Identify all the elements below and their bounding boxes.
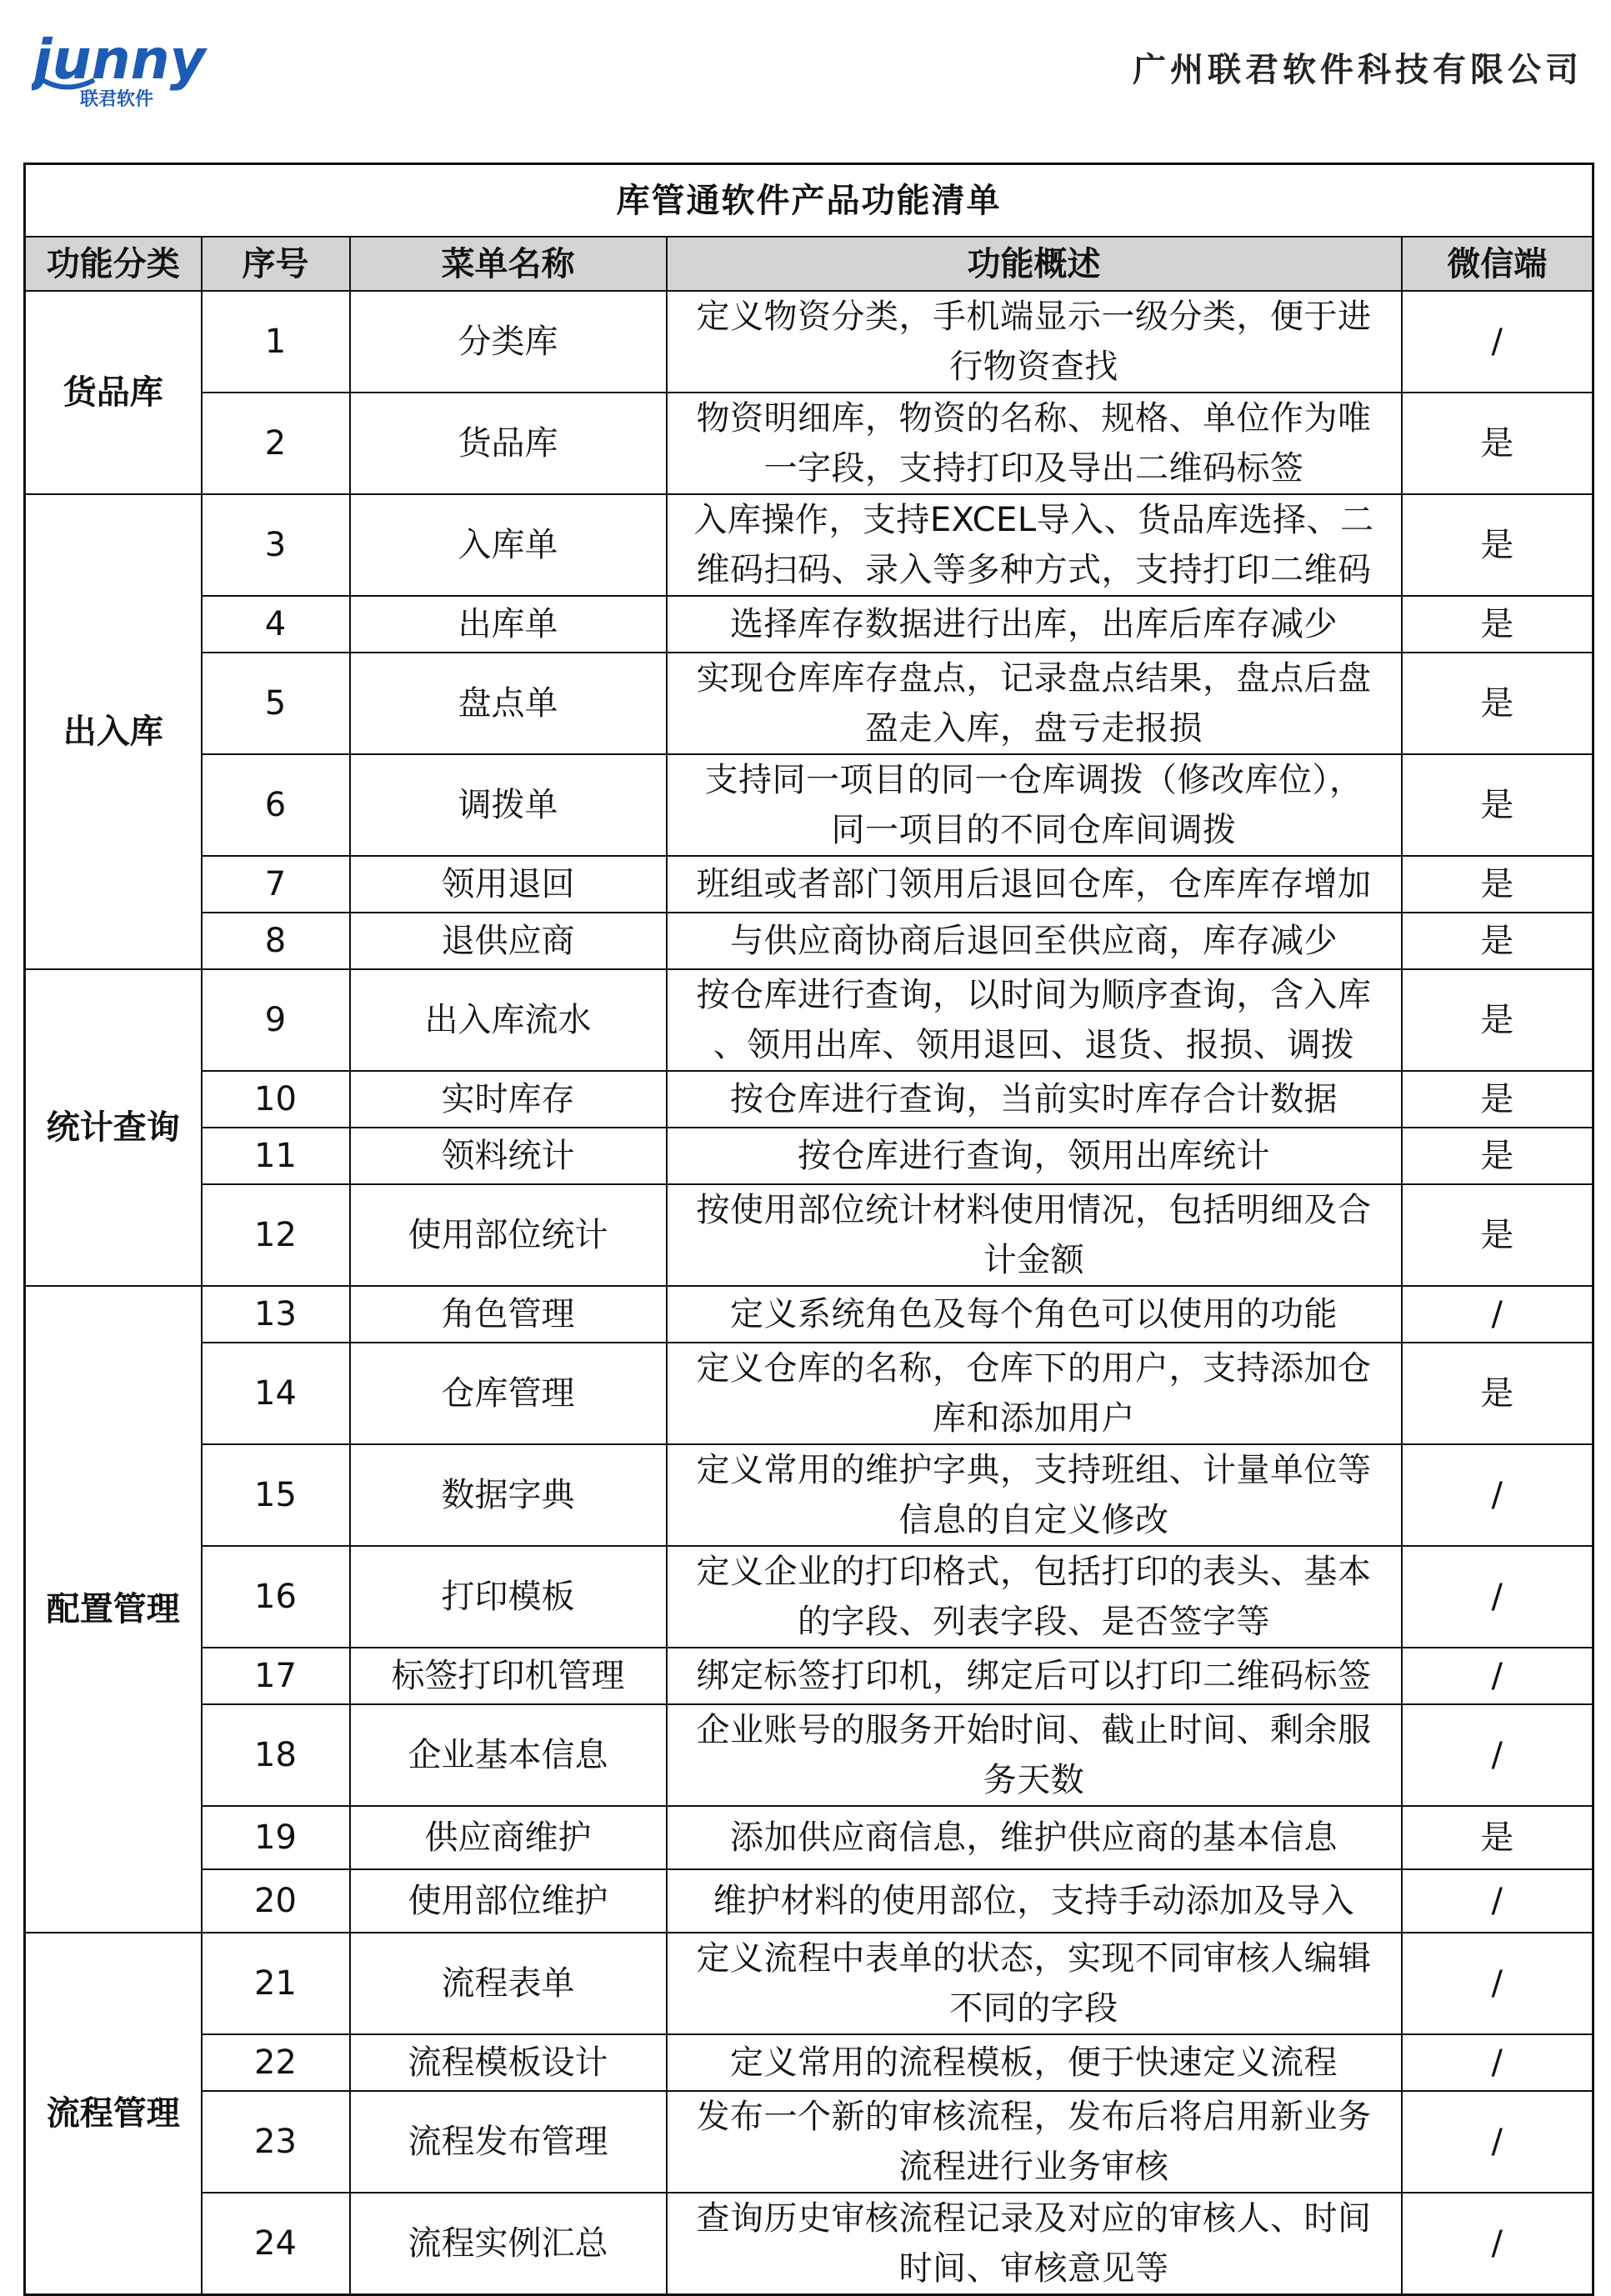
wechat-cell: 是 <box>1402 1343 1593 1444</box>
description-line: 的字段、列表字段、是否签字等 <box>798 1603 1270 1641</box>
wechat-cell: 是 <box>1402 393 1593 494</box>
table-body <box>25 291 1593 2295</box>
description-cell <box>667 1071 1402 1128</box>
table-row <box>25 1704 1593 1806</box>
wechat-cell: 是 <box>1402 856 1593 913</box>
description-line: 信息的自定义修改 <box>898 1501 1169 1539</box>
row-number-cell: 4 <box>202 596 350 653</box>
feature-list-table <box>23 163 1594 2296</box>
menu-name-cell: 实时库存 <box>350 1071 667 1128</box>
category-cell: 统计查询 <box>25 969 202 1286</box>
table-row <box>25 1648 1593 1704</box>
description-line: 不同的字段 <box>949 1989 1118 2028</box>
logo-wordmark: junny <box>33 30 206 92</box>
description-line: 入库操作，支持EXCEL导入、货品库选择、二 <box>693 501 1374 539</box>
description-line: 计金额 <box>983 1241 1085 1279</box>
menu-name-cell: 仓库管理 <box>350 1343 667 1444</box>
row-number-cell: 17 <box>202 1648 350 1704</box>
description-cell <box>667 393 1402 494</box>
menu-name-cell: 数据字典 <box>350 1444 667 1546</box>
table-title: 库管通软件产品功能清单 <box>25 164 1593 238</box>
menu-name-cell: 领料统计 <box>350 1128 667 1184</box>
table-row <box>25 913 1593 969</box>
wechat-cell: / <box>1402 1869 1593 1933</box>
table-row <box>25 1546 1593 1648</box>
description-line: 添加供应商信息，维护供应商的基本信息 <box>730 1818 1338 1857</box>
wechat-cell: 是 <box>1402 913 1593 969</box>
row-number-cell: 11 <box>202 1128 350 1184</box>
table-row <box>25 1286 1593 1343</box>
table-row <box>25 2091 1593 2193</box>
wechat-cell: / <box>1402 2034 1593 2091</box>
menu-name-cell: 使用部位维护 <box>350 1869 667 1933</box>
description-line: 定义常用的流程模板，便于快速定义流程 <box>730 2043 1338 2082</box>
row-number-cell: 21 <box>202 1933 350 2034</box>
menu-name-cell: 入库单 <box>350 494 667 596</box>
company-name: 广州联君软件科技有限公司 <box>1133 51 1583 89</box>
table-row <box>25 1933 1593 2034</box>
table-row <box>25 494 1593 596</box>
description-line: 流程进行业务审核 <box>898 2148 1169 2186</box>
description-line: 定义企业的打印格式，包括打印的表头、基本 <box>696 1553 1372 1591</box>
description-line: 班组或者部门领用后退回仓库，仓库库存增加 <box>696 865 1372 903</box>
description-line: 维码扫码、录入等多种方式，支持打印二维码 <box>696 551 1372 589</box>
row-number-cell: 1 <box>202 291 350 393</box>
wechat-cell: 是 <box>1402 1184 1593 1286</box>
description-line: 定义系统角色及每个角色可以使用的功能 <box>730 1295 1338 1333</box>
category-cell: 流程管理 <box>25 1933 202 2295</box>
description-line: 定义流程中表单的状态，实现不同审核人编辑 <box>696 1939 1372 1978</box>
menu-name-cell: 流程发布管理 <box>350 2091 667 2193</box>
menu-name-cell: 调拨单 <box>350 754 667 856</box>
description-line: 盈走入库，盘亏走报损 <box>865 709 1203 748</box>
description-line: 实现仓库库存盘点，记录盘点结果，盘点后盘 <box>696 659 1372 698</box>
description-cell <box>667 1286 1402 1343</box>
description-cell <box>667 1933 1402 2034</box>
description-line: 绑定标签打印机，绑定后可以打印二维码标签 <box>696 1657 1372 1695</box>
wechat-cell: / <box>1402 1648 1593 1704</box>
menu-name-cell: 流程模板设计 <box>350 2034 667 2091</box>
row-number-cell: 16 <box>202 1546 350 1648</box>
row-number-cell: 14 <box>202 1343 350 1444</box>
table-row <box>25 2193 1593 2295</box>
menu-name-cell: 出入库流水 <box>350 969 667 1071</box>
description-line: 务天数 <box>983 1761 1085 1799</box>
table-row <box>25 596 1593 653</box>
table-row <box>25 1071 1593 1128</box>
description-cell <box>667 1444 1402 1546</box>
description-cell <box>667 2091 1402 2193</box>
table-row <box>25 1128 1593 1184</box>
description-line: 查询历史审核流程记录及对应的审核人、时间 <box>696 2199 1372 2238</box>
menu-name-cell: 角色管理 <box>350 1286 667 1343</box>
description-cell <box>667 969 1402 1071</box>
wechat-cell: / <box>1402 1933 1593 2034</box>
description-cell <box>667 1128 1402 1184</box>
logo-subtext: 联君软件 <box>80 89 154 110</box>
menu-name-cell: 领用退回 <box>350 856 667 913</box>
row-number-cell: 8 <box>202 913 350 969</box>
table-row <box>25 1184 1593 1286</box>
row-number-cell: 12 <box>202 1184 350 1286</box>
menu-name-cell: 企业基本信息 <box>350 1704 667 1806</box>
row-number-cell: 19 <box>202 1806 350 1869</box>
row-number-cell: 2 <box>202 393 350 494</box>
table-row <box>25 393 1593 494</box>
company-logo <box>32 30 257 113</box>
description-line: 按仓库进行查询，领用出库统计 <box>798 1137 1270 1175</box>
table-row <box>25 1806 1593 1869</box>
table-row <box>25 291 1593 393</box>
wechat-cell: 是 <box>1402 494 1593 596</box>
row-number-cell: 24 <box>202 2193 350 2295</box>
table-row <box>25 754 1593 856</box>
row-number-cell: 3 <box>202 494 350 596</box>
row-number-cell: 15 <box>202 1444 350 1546</box>
row-number-cell: 10 <box>202 1071 350 1128</box>
description-cell <box>667 653 1402 754</box>
menu-name-cell: 标签打印机管理 <box>350 1648 667 1704</box>
wechat-cell: / <box>1402 1704 1593 1806</box>
column-header: 功能概述 <box>667 237 1402 291</box>
wechat-cell: 是 <box>1402 1806 1593 1869</box>
description-line: 、领用出库、领用退回、退货、报损、调拨 <box>713 1026 1355 1064</box>
table-row <box>25 969 1593 1071</box>
wechat-cell: 是 <box>1402 596 1593 653</box>
menu-name-cell: 流程表单 <box>350 1933 667 2034</box>
wechat-cell: / <box>1402 1546 1593 1648</box>
row-number-cell: 23 <box>202 2091 350 2193</box>
wechat-cell: / <box>1402 2091 1593 2193</box>
row-number-cell: 7 <box>202 856 350 913</box>
description-line: 时间、审核意见等 <box>898 2249 1169 2288</box>
table-row <box>25 653 1593 754</box>
description-cell <box>667 596 1402 653</box>
description-cell <box>667 754 1402 856</box>
description-line: 定义常用的维护字典，支持班组、计量单位等 <box>696 1451 1372 1489</box>
row-number-cell: 18 <box>202 1704 350 1806</box>
menu-name-cell: 货品库 <box>350 393 667 494</box>
wechat-cell: / <box>1402 1286 1593 1343</box>
table-row <box>25 2034 1593 2091</box>
description-line: 一字段，支持打印及导出二维码标签 <box>763 449 1304 488</box>
category-cell: 出入库 <box>25 494 202 969</box>
description-cell <box>667 1648 1402 1704</box>
menu-name-cell: 退供应商 <box>350 913 667 969</box>
description-line: 按仓库进行查询，以时间为顺序查询，含入库 <box>696 976 1372 1014</box>
description-line: 企业账号的服务开始时间、截止时间、剩余服 <box>696 1711 1372 1749</box>
description-line: 选择库存数据进行出库，出库后库存减少 <box>730 605 1338 643</box>
description-line: 支持同一项目的同一仓库调拨（修改库位）， <box>704 761 1363 799</box>
description-cell <box>667 2034 1402 2091</box>
row-number-cell: 22 <box>202 2034 350 2091</box>
menu-name-cell: 出库单 <box>350 596 667 653</box>
description-line: 维护材料的使用部位，支持手动添加及导入 <box>713 1882 1355 1920</box>
wechat-cell: 是 <box>1402 969 1593 1071</box>
description-line: 行物资查找 <box>949 348 1118 386</box>
row-number-cell: 5 <box>202 653 350 754</box>
menu-name-cell: 盘点单 <box>350 653 667 754</box>
description-cell <box>667 1343 1402 1444</box>
description-line: 与供应商协商后退回至供应商，库存减少 <box>730 922 1338 960</box>
row-number-cell: 13 <box>202 1286 350 1343</box>
description-cell <box>667 1806 1402 1869</box>
table-row <box>25 1869 1593 1933</box>
description-cell <box>667 1184 1402 1286</box>
row-number-cell: 20 <box>202 1869 350 1933</box>
table-row <box>25 1444 1593 1546</box>
category-cell: 货品库 <box>25 291 202 494</box>
description-line: 同一项目的不同仓库间调拨 <box>831 811 1237 849</box>
table-row <box>25 1343 1593 1444</box>
column-header: 菜单名称 <box>350 237 667 291</box>
description-cell <box>667 856 1402 913</box>
table-row <box>25 856 1593 913</box>
description-cell <box>667 1546 1402 1648</box>
wechat-cell: / <box>1402 2193 1593 2295</box>
menu-name-cell: 供应商维护 <box>350 1806 667 1869</box>
wechat-cell: / <box>1402 291 1593 393</box>
description-line: 发布一个新的审核流程，发布后将启用新业务 <box>696 2098 1372 2136</box>
description-cell <box>667 291 1402 393</box>
description-cell <box>667 2193 1402 2295</box>
description-line: 按仓库进行查询，当前实时库存合计数据 <box>730 1080 1338 1118</box>
row-number-cell: 9 <box>202 969 350 1071</box>
description-line: 物资明细库，物资的名称、规格、单位作为唯 <box>696 399 1372 438</box>
menu-name-cell: 打印模板 <box>350 1546 667 1648</box>
wechat-cell: / <box>1402 1444 1593 1546</box>
description-cell <box>667 1704 1402 1806</box>
menu-name-cell: 分类库 <box>350 291 667 393</box>
row-number-cell: 6 <box>202 754 350 856</box>
junny-logo-icon <box>32 30 257 113</box>
wechat-cell: 是 <box>1402 754 1593 856</box>
column-header: 功能分类 <box>25 237 202 291</box>
wechat-cell: 是 <box>1402 1128 1593 1184</box>
wechat-cell: 是 <box>1402 653 1593 754</box>
menu-name-cell: 使用部位统计 <box>350 1184 667 1286</box>
wechat-cell: 是 <box>1402 1071 1593 1128</box>
description-line: 定义物资分类，手机端显示一级分类，便于进 <box>696 298 1372 336</box>
menu-name-cell: 流程实例汇总 <box>350 2193 667 2295</box>
column-header: 序号 <box>202 237 350 291</box>
description-line: 库和添加用户 <box>933 1399 1135 1438</box>
description-cell <box>667 494 1402 596</box>
description-line: 按使用部位统计材料使用情况，包括明细及合 <box>696 1191 1372 1229</box>
description-line: 定义仓库的名称，仓库下的用户，支持添加仓 <box>696 1349 1372 1388</box>
description-cell <box>667 1869 1402 1933</box>
column-header: 微信端 <box>1402 237 1593 291</box>
category-cell: 配置管理 <box>25 1286 202 1933</box>
description-cell <box>667 913 1402 969</box>
table-header-row <box>25 237 1593 291</box>
